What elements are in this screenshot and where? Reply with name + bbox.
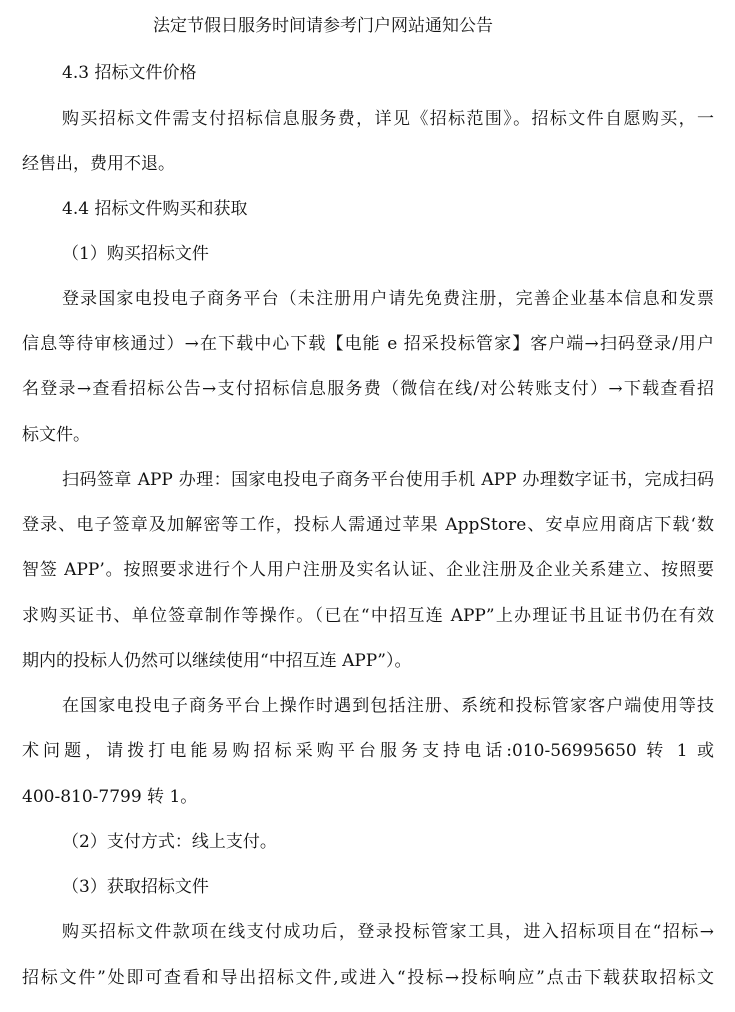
paragraph-line: 购买招标文件款项在线支付成功后，登录投标管家工具，进入招标项目在“招标→ <box>62 922 714 942</box>
header-notice: 法定节假日服务时间请参考门户网站通知公告 <box>153 16 493 36</box>
paragraph-line: 扫码签章 APP 办理：国家电投电子商务平台使用手机 APP 办理数字证书，完成扫码 <box>62 470 714 490</box>
subsection-3-title: （3）获取招标文件 <box>62 877 209 897</box>
paragraph-line: 400-810-7799 转 1。 <box>22 787 198 807</box>
subsection-2-title: （2）支付方式：线上支付。 <box>62 832 277 852</box>
paragraph-line: 期内的投标人仍然可以继续使用“中招互连 APP”）。 <box>22 651 412 671</box>
paragraph-line: 智签 APP’。按照要求进行个人用户注册及实名认证、企业注册及企业关系建立、按照要 <box>22 560 714 580</box>
paragraph-line: 在国家电投电子商务平台上操作时遇到包括注册、系统和投标管家客户端使用等技 <box>62 696 714 716</box>
section-4-4-heading: 4.4 招标文件购买和获取 <box>62 199 248 219</box>
paragraph-line: 信息等待审核通过）→在下载中心下载【电能 e 招采投标管家】客户端→扫码登录/用户 <box>22 334 714 354</box>
paragraph-line: 名登录→查看招标公告→支付招标信息服务费（微信在线/对公转账支付）→下载查看招 <box>22 379 714 399</box>
paragraph-line: 求购买证书、单位签章制作等操作。（已在“中招互连 APP”上办理证书且证书仍在有效 <box>22 606 714 626</box>
paragraph-line: 标文件。 <box>22 425 90 445</box>
section-4-3-heading: 4.3 招标文件价格 <box>62 63 197 83</box>
section-4-3-paragraph-line: 购买招标文件需支付招标信息服务费，详见《招标范围》。招标文件自愿购买，一 <box>62 109 714 129</box>
section-4-3-paragraph-line: 经售出，费用不退。 <box>22 154 175 174</box>
paragraph-line: 登录国家电投电子商务平台（未注册用户请先免费注册，完善企业基本信息和发票 <box>62 289 714 309</box>
paragraph-line: 登录、电子签章及加解密等工作，投标人需通过苹果 AppStore、安卓应用商店下载‘数 <box>22 515 714 535</box>
paragraph-line: 术问题，请拨打电能易购招标采购平台服务支持电话:010-56995650 转 1 或 <box>22 741 714 761</box>
paragraph-line: 招标文件”处即可查看和导出招标文件,或进入“投标→投标响应”点击下载获取招标文 <box>22 968 714 988</box>
subsection-1-title: （1）购买招标文件 <box>62 244 209 264</box>
